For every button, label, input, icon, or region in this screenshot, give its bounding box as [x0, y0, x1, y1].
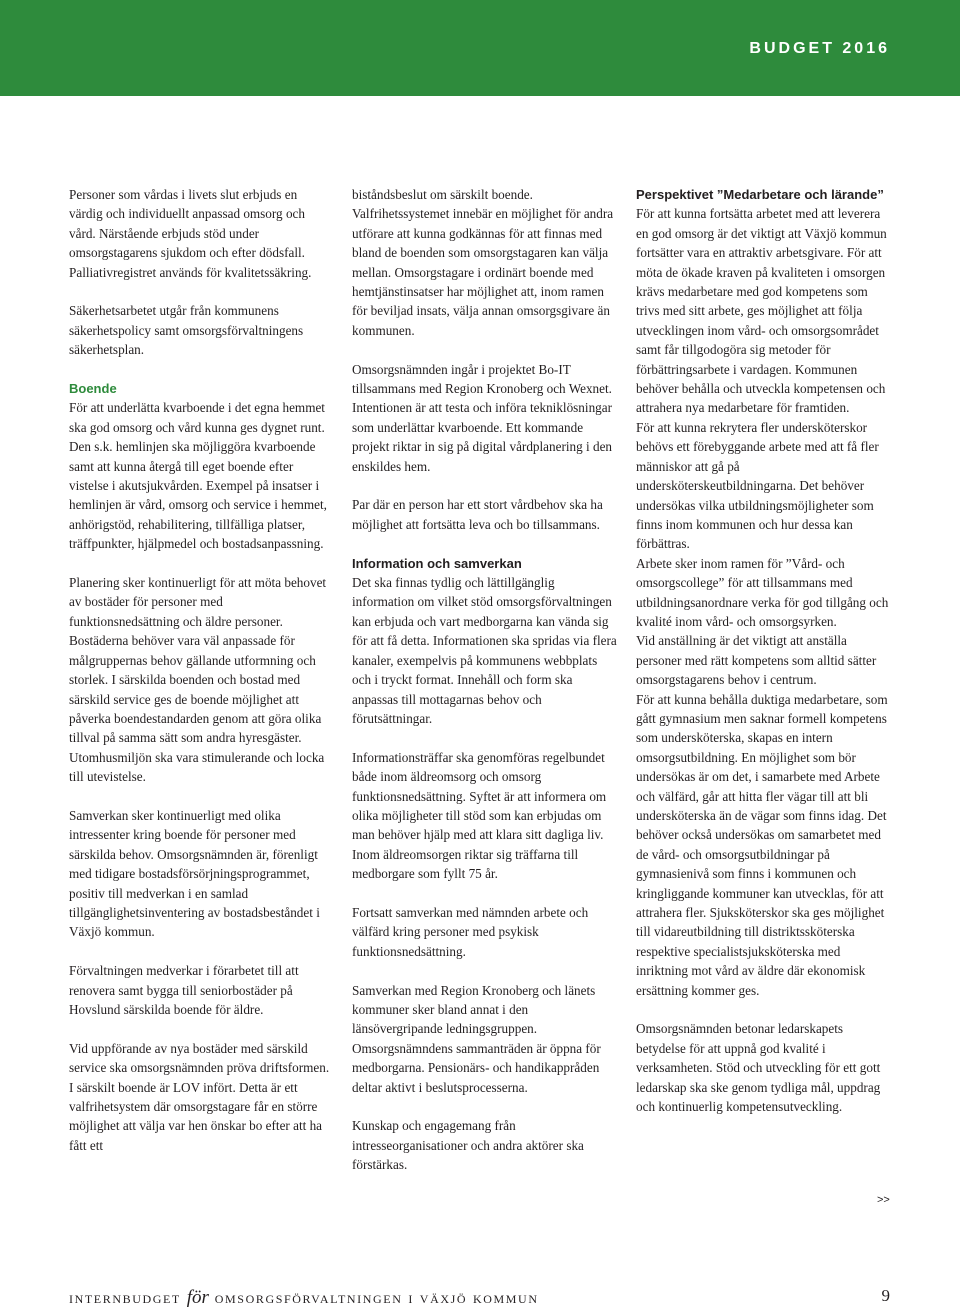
text-block [352, 360, 618, 476]
paragraph: Det ska finnas tydlig och lättillgänglig information om vilket stöd omsorgsförvaltningen kan erbjuda och vart medborgarna kan vända sig för att få detta. Informationen ska spridas via flera kanaler, exempelvis på kommunens webbplats och i tryckt format. Innehåll och form ska anpassas till mottagarnas behov och förutsättningar. [352, 575, 617, 726]
paragraph: För att underlätta kvarboende i det egna hemmet ska god omsorg och vård kunna ges dygnet runt. Den s.k. hemlinjen ska möjliggöra kvarboende samt att kunna återgå till eget boende efter vistelse i akutsjukvården. Exempel på insatser i hemlinjen är vård, omsorg och service i hemmet, anhörigstöd, rehabilitering, tillfälliga platser, träffpunkter, hjälpmedel och bostadsanpassning. [69, 400, 327, 552]
text-column-1 [69, 185, 331, 1175]
section-heading: Information och samverkan [352, 555, 522, 571]
text-block [352, 554, 618, 729]
text-block [69, 1039, 331, 1155]
footer-part-2: för [186, 1287, 209, 1308]
text-block [636, 185, 894, 1000]
text-column-2 [352, 185, 618, 1194]
paragraph: biståndsbeslut om särskilt boende. Valfrihetssystemet innebär en möjlighet för andra utförare att kunna godkännas för att finnas med bland de boenden som omsorgstagaren kan välja mellan. Omsorgstagare i ordinärt boende med hemtjänstinsatser har möjlighet att, inom ramen för beviljad insats, välja annan omsorgsgivare än kommunen. [352, 187, 614, 338]
paragraph: Omsorgsnämnden betonar ledarskapets betydelse för att uppnå god kvalité i verksamheten. Stöd och utveckling för ett gott ledarskap ska ske genom tydliga mål, uppdrag och kontinuerlig kompetensutveckling. [636, 1021, 881, 1115]
paragraph: Vid uppförande av nya bostäder med särskild service ska omsorgsnämnden pröva driftsformen. I särskilt boende är LOV infört. Detta är ett valfrihetsystem där omsorgstagare får en större möjlighet att välja var hen önskar bo efter att ha fått ett [69, 1040, 330, 1153]
footer-title [69, 1287, 539, 1309]
paragraph: Fortsatt samverkan med nämnden arbete och välfärd kring personer med psykisk funktionsnedsättning. [352, 904, 589, 959]
paragraph: Vid anställning är det viktigt att anställa personer med rätt kompetens som alltid sätter omsorgstagarens behov i centrum. [636, 633, 877, 688]
paragraph: Samverkan sker kontinuerligt med olika intressenter kring boende för personer med särskilda behov. Omsorgsnämnden är, förenligt med tidigare bostadsförsörjningsprogrammet, positiv till medverkan i en samlad tillgänglighetsinventering av bostadsbeståndet i Växjö kommun. [69, 807, 320, 940]
text-block [352, 1116, 618, 1174]
text-block [69, 379, 331, 554]
header-title: BUDGET 2016 [749, 40, 890, 57]
paragraph: Planering sker kontinuerligt för att möta behovet av bostäder för personer med funktionsnedsättning och äldre personer. Bostäderna behöver vara väl anpassade för målgruppernas behov gällande utformning och storlek. I särskilda boenden och bostad med särskild service ges de boende möjlighet att påverka boendestandarden genom att göra olika tillval på samma sätt som andra hyresgäster. Utomhusmiljön ska vara stimulerande och locka till utevistelse. [69, 575, 327, 785]
paragraph: Omsorgsnämnden ingår i projektet Bo-IT tillsammans med Region Kronoberg och Wexnet. Intentionen är att testa och införa tekniklösningar som underlättar kvarboende. Ett kommande projekt riktar in sig på digital vårdplanering i den enskildes hem. [352, 361, 613, 474]
text-block [352, 981, 618, 1097]
paragraph: Förvaltningen medverkar i förarbetet till att renovera samt bygga till seniorbostäder på Hovslund särskilda boende för äldre. [69, 963, 299, 1017]
page-number: 9 [881, 1286, 890, 1305]
paragraph: För att kunna fortsätta arbetet med att leverera en god omsorg är det viktigt att Växjö kommun fortsätter vara en attraktiv arbetsgivare. För att möta de ökade kraven på kvaliteten i omsorgen krävs medarbetare med god kompetens som trivs med sitt arbete, ges möjlighet att följa utvecklingen inom vård- och omsorgsområdet samt får tillgodogöra sig metoder för förbättringsarbete i vardagen. Kommunen behöver behålla och utveckla kompetensen och attrahera nya medarbetare för framtiden. [636, 206, 887, 416]
text-block [636, 1019, 894, 1116]
text-block [352, 495, 618, 534]
section-heading: Perspektivet ”Medarbetare och lärande” [636, 187, 884, 202]
text-block [69, 301, 331, 359]
continue-mark: >> [877, 1194, 890, 1206]
text-block [69, 806, 331, 942]
paragraph: Samverkan med Region Kronoberg och länets kommuner sker bland annat i den länsövergripande ledningsgruppen. Omsorgsnämndens sammanträden är öppna för medborgarna. Pensionärs- och handikappråden deltar aktivt i beslutsprocesserna. [352, 982, 601, 1095]
paragraph: Informationsträffar ska genomföras regelbundet både inom äldreomsorg och omsorg funktionsnedsättning. Syftet är att informera om olika möjligheter till stöd som kan erbjudas om man behöver hjälp med att klara sitt dagliga liv. Inom äldreomsorgen riktar sig träffarna till medborgare som fyllt 75 år. [352, 749, 607, 882]
paragraph: Kunskap och engagemang från intresseorganisationer och andra aktörer ska förstärkas. [352, 1118, 584, 1173]
footer-part-3: omsorgsförvaltningen i växjö kommun [214, 1288, 539, 1307]
text-block [69, 185, 331, 282]
footer-part-1: internbudget [69, 1288, 181, 1307]
text-block [352, 903, 618, 961]
paragraph: Arbete sker inom ramen för ”Vård- och omsorgscollege” för att tillsammans med utbildningsanordnare verka för god tillgång och kvalité inom vård- och omsorgsyrken. [636, 555, 889, 629]
text-block [69, 961, 331, 1019]
paragraph: För att kunna behålla duktiga medarbetare, som gått gymnasium men saknar formell kompetens som undersköterska, skapas en intern omsorgsutbildning. En möjlighet som bör undersökas är om det, i samarbete med Arbete och välfärd, går att hitta fler vägar till att bli undersköterska än de vägar som finns idag. Det behöver också undersökas om samarbetet med de vård- och omsorgsutbildningar på gymnasienivå som finns i kommunen och kringliggande kommuner kan utvecklas, för att attrahera fler. Sjuksköterskor ska ges möjlighet till vidareutbildning till distriktssköterska respektive specialistsjuksköterska med inriktning mot vård av äldre där ekonomisk ersättning kommer ges. [636, 691, 888, 998]
text-block [69, 573, 331, 786]
text-block [352, 185, 618, 340]
paragraph: Personer som vårdas i livets slut erbjuds en värdig och individuellt anpassad omsorg och vård. Närstående erbjuds stöd under omsorgstagarens sjukdom och efter dödsfall. Palliativregistret används för kvalitetssäkring. [69, 187, 312, 280]
paragraph: För att kunna rekrytera fler undersköterskor behövs ett förebyggande arbete med att få fler människor att gå på undersköterskeutbildningarna. Det behöver undersökas vilka utbildningsmöjligheter som finns inom kommunen och hur dessa kan förbättras. [636, 419, 879, 552]
paragraph: Par där en person har ett stort vårdbehov ska ha möjlighet att fortsätta leva och bo tillsammans. [352, 497, 603, 532]
section-heading: Boende [69, 381, 117, 397]
text-block [352, 748, 618, 884]
text-column-3 [636, 185, 894, 1136]
paragraph: Säkerhetsarbetet utgår från kommunens säkerhetspolicy samt omsorgsförvaltningens säkerhetsplan. [69, 303, 304, 358]
header-bar [0, 0, 960, 96]
